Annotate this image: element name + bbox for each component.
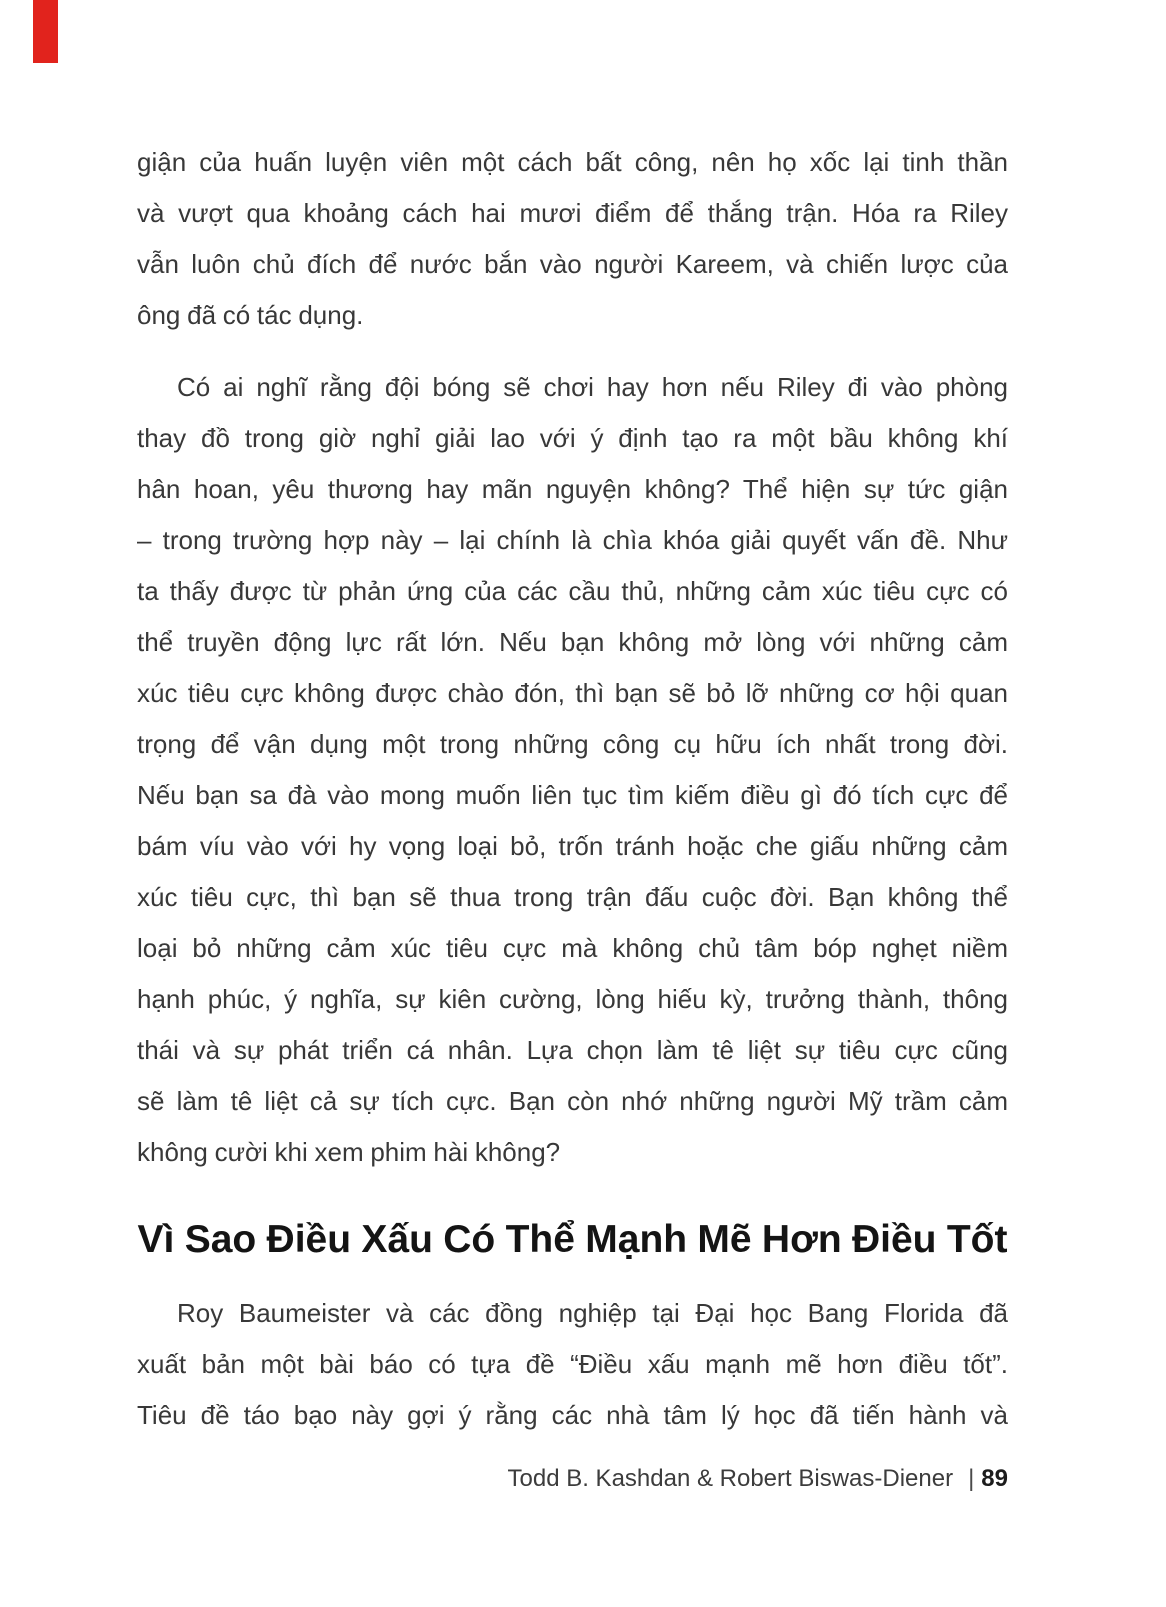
page-number: 89 bbox=[981, 1465, 1008, 1492]
body-line: sẽ làm tê liệt cả sự tích cực. Bạn còn nhớ những người Mỹ trầm cảm bbox=[137, 1086, 1008, 1116]
body-line: Roy Baumeister và các đồng nghiệp tại Đại học Bang Florida đã bbox=[177, 1298, 1008, 1328]
body-line: không cười khi xem phim hài không? bbox=[137, 1137, 561, 1167]
body-line: xúc tiêu cực không được chào đón, thì bạn sẽ bỏ lỡ những cơ hội quan bbox=[137, 678, 1008, 708]
body-paragraph bbox=[137, 362, 1008, 1178]
body-paragraph bbox=[137, 137, 1008, 341]
body-line: thay đồ trong giờ nghỉ giải lao với ý định tạo ra một bầu không khí bbox=[137, 423, 1008, 453]
body-line: ông đã có tác dụng. bbox=[137, 300, 364, 330]
body-line: và vượt qua khoảng cách hai mươi điểm để thắng trận. Hóa ra Riley bbox=[137, 198, 1008, 228]
body-line: bám víu vào với hy vọng loại bỏ, trốn tránh hoặc che giấu những cảm bbox=[137, 831, 1008, 861]
body-line: thể truyền động lực rất lớn. Nếu bạn không mở lòng với những cảm bbox=[137, 627, 1008, 657]
body-line: trọng để vận dụng một trong những công cụ hữu ích nhất trong đời. bbox=[137, 729, 1008, 759]
body-line: Tiêu đề táo bạo này gợi ý rằng các nhà tâm lý học đã tiến hành và bbox=[137, 1400, 1008, 1430]
body-line: ta thấy được từ phản ứng của các cầu thủ, những cảm xúc tiêu cực có bbox=[137, 576, 1008, 606]
body-line: – trong trường hợp này – lại chính là chìa khóa giải quyết vấn đề. Như bbox=[137, 525, 1008, 555]
body-line: xuất bản một bài báo có tựa đề “Điều xấu mạnh mẽ hơn điều tốt”. bbox=[137, 1349, 1008, 1379]
body-line: hân hoan, yêu thương hay mãn nguyện không? Thể hiện sự tức giận bbox=[137, 474, 1008, 504]
footer-authors: Todd B. Kashdan & Robert Biswas-Diener bbox=[507, 1465, 954, 1492]
body-line: thái và sự phát triển cá nhân. Lựa chọn làm tê liệt sự tiêu cực cũng bbox=[137, 1035, 1008, 1065]
body-line: xúc tiêu cực, thì bạn sẽ thua trong trận đấu cuộc đời. Bạn không thể bbox=[137, 882, 1008, 912]
page-content bbox=[137, 137, 1008, 1441]
section-heading: Vì Sao Điều Xấu Có Thể Mạnh Mẽ Hơn Điều Tốt bbox=[137, 1218, 1008, 1261]
body-line: giận của huấn luyện viên một cách bất công, nên họ xốc lại tinh thần bbox=[137, 147, 1008, 177]
body-line: loại bỏ những cảm xúc tiêu cực mà không chủ tâm bóp nghẹt niềm bbox=[137, 933, 1008, 963]
body-line: hạnh phúc, ý nghĩa, sự kiên cường, lòng hiếu kỳ, trưởng thành, thông bbox=[137, 984, 1008, 1014]
body-line: Có ai nghĩ rằng đội bóng sẽ chơi hay hơn nếu Riley đi vào phòng bbox=[177, 372, 1008, 402]
red-bookmark-tab bbox=[33, 0, 58, 63]
body-line: vẫn luôn chủ đích để nước bắn vào người Kareem, và chiến lược của bbox=[137, 249, 1008, 279]
body-paragraph bbox=[137, 1288, 1008, 1441]
page-footer bbox=[137, 1462, 1008, 1496]
body-line: Nếu bạn sa đà vào mong muốn liên tục tìm kiếm điều gì đó tích cực để bbox=[137, 780, 1008, 810]
footer-divider: | bbox=[968, 1465, 975, 1492]
